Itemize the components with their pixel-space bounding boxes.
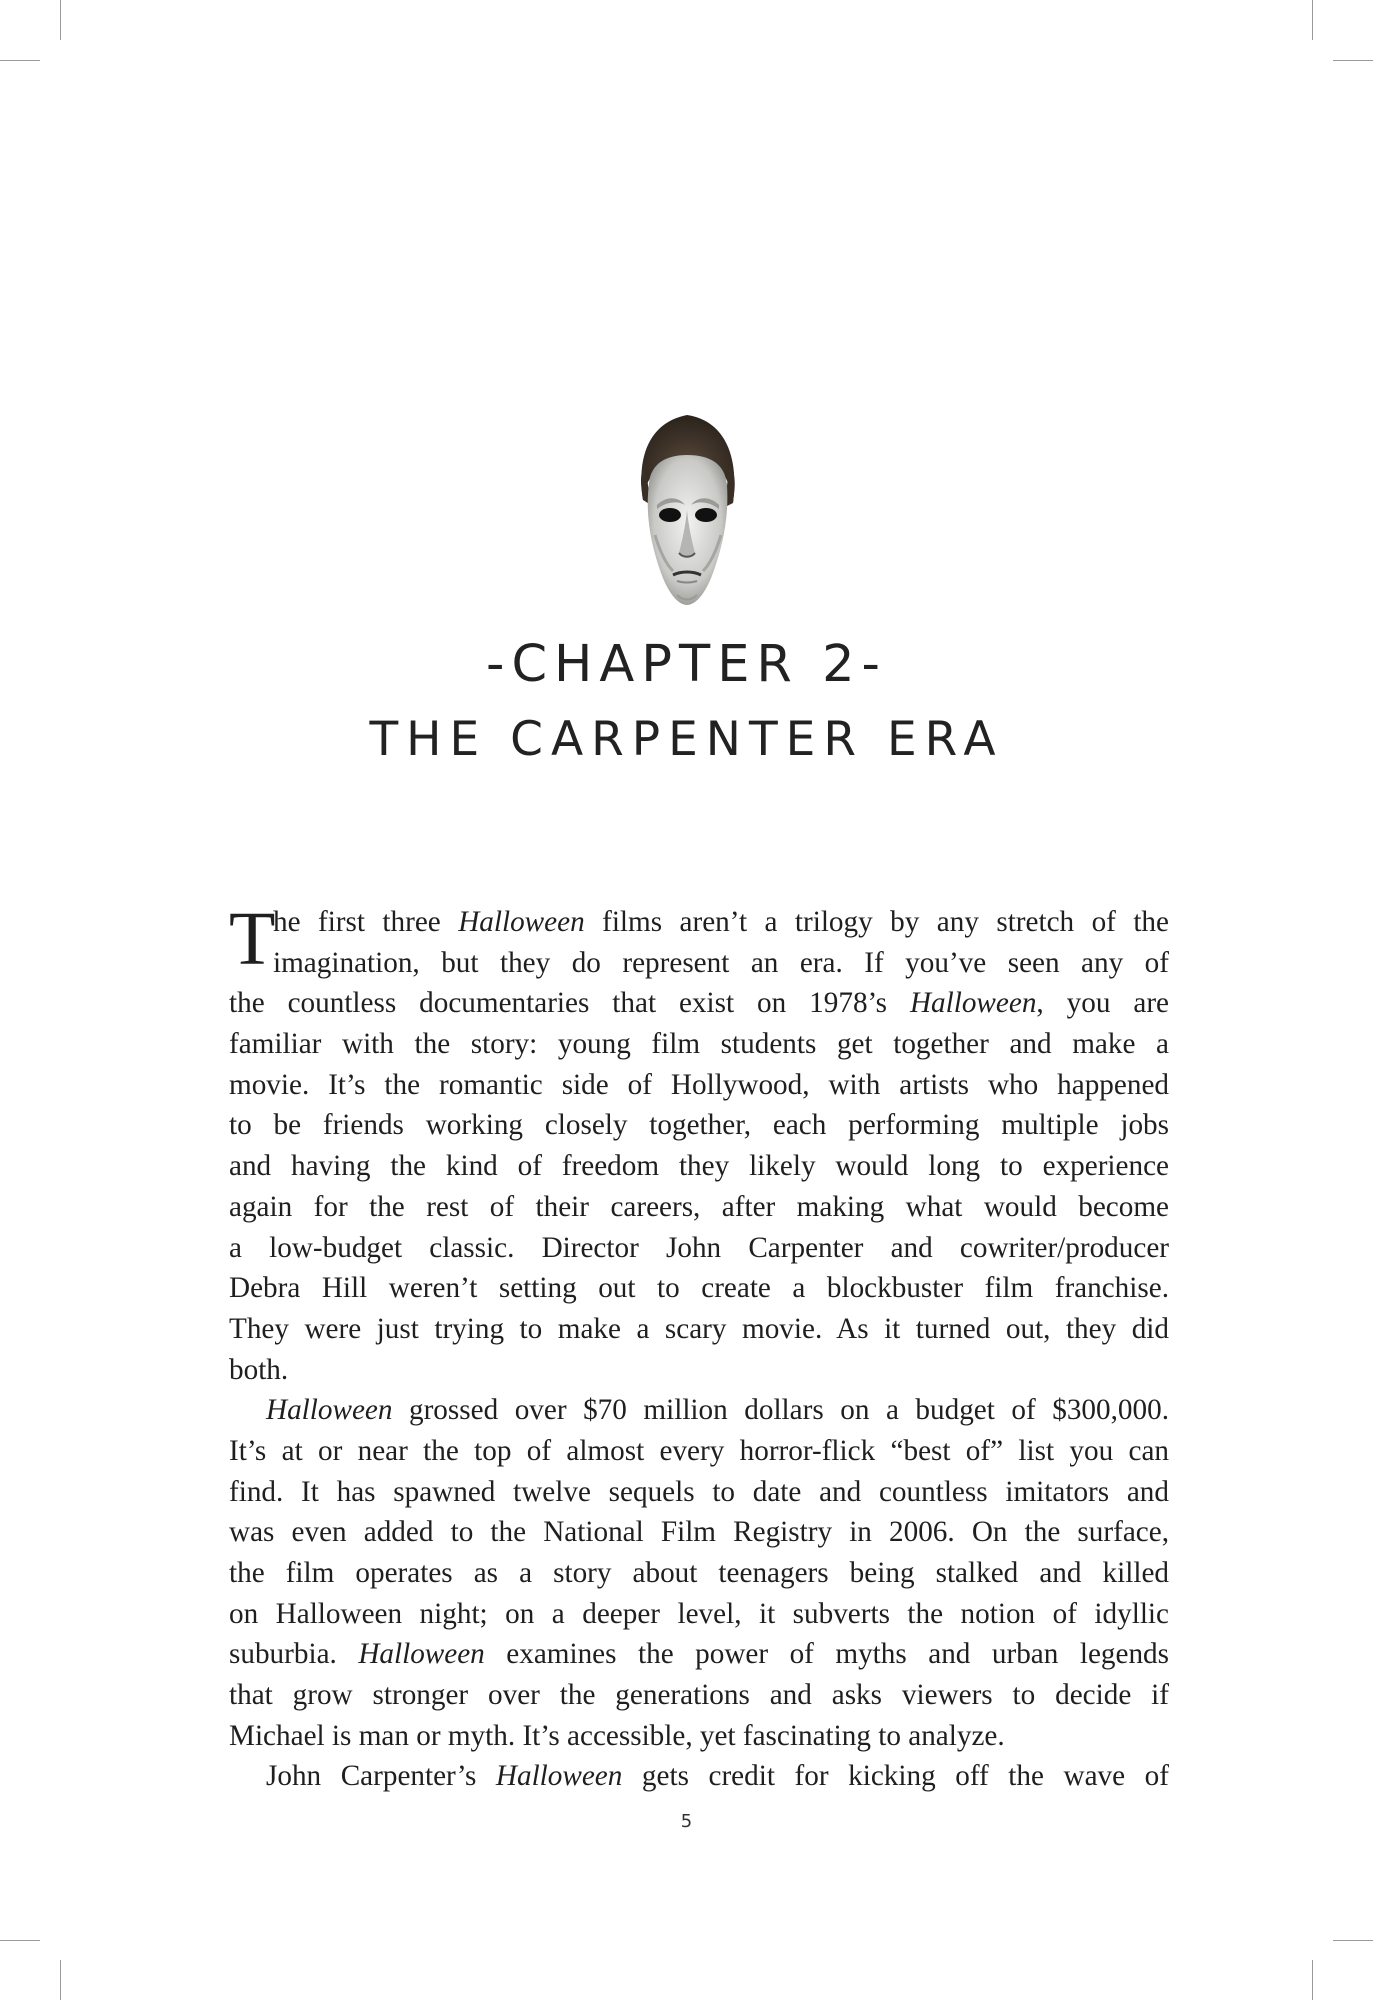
- text-segment: Halloween: [909, 987, 1037, 1020]
- body-text: [229, 897, 1169, 1797]
- crop-mark-top-left: [60, 0, 61, 40]
- text-line: [229, 1309, 1169, 1350]
- text-segment: he first three: [273, 906, 459, 938]
- crop-mark-bottom-right: [1312, 1960, 1313, 2000]
- text-segment: on Halloween night; on a deeper level, it subverts the notion of idyllic: [229, 1597, 1169, 1630]
- mask-icon: [633, 405, 741, 610]
- crop-mark-bottom-left: [60, 1960, 61, 2000]
- text-segment: find. It has spawned twelve sequels to date and countless imitators and: [229, 1475, 1169, 1508]
- crop-mark-bottom-right-h: [1333, 1940, 1373, 1941]
- text-segment: They were just trying to make a scary movie. As it turned out, they did: [229, 1312, 1169, 1345]
- text-segment: familiar with the story: young film students get together and make a: [229, 1028, 1169, 1061]
- text-segment: grossed over $70 million dollars on a budget of $300,000.: [392, 1394, 1169, 1427]
- text-segment: and having the kind of freedom they likely would long to experience: [229, 1150, 1169, 1183]
- text-segment: Michael is man or myth. It’s accessible, yet fascinating to analyze.: [229, 1719, 1005, 1752]
- text-line: [229, 1390, 1169, 1431]
- text-segment: Halloween: [358, 1638, 485, 1671]
- text-line: [229, 1350, 1169, 1391]
- text-segment: movie. It’s the romantic side of Hollywood, with artists who happened: [229, 1068, 1169, 1101]
- text-line: [229, 1716, 1169, 1757]
- text-line: [229, 1675, 1169, 1716]
- text-segment: a low-budget classic. Director John Carpenter and cowriter/producer: [229, 1231, 1169, 1264]
- text-line: [229, 1472, 1169, 1513]
- text-segment: the film operates as a story about teenagers being stalked and killed: [229, 1557, 1169, 1589]
- text-segment: Halloween: [266, 1394, 393, 1427]
- text-segment: suburbia.: [229, 1638, 359, 1671]
- text-line: [229, 1512, 1169, 1553]
- text-segment: It’s at or near the top of almost every horror-flick “best of” list you can: [229, 1434, 1169, 1467]
- chapter-number: -CHAPTER 2-: [486, 635, 887, 694]
- text-segment: that grow stronger over the generations and asks viewers to decide if: [229, 1679, 1169, 1712]
- text-line: [229, 1553, 1169, 1594]
- text-line: [229, 943, 1169, 984]
- text-segment: John Carpenter’s: [266, 1760, 496, 1793]
- text-segment: to be friends working closely together, each performing multiple jobs: [229, 1109, 1169, 1142]
- crop-mark-top-right-h: [1333, 60, 1373, 61]
- text-segment: was even added to the National Film Registry in 2006. On the surface,: [229, 1516, 1169, 1549]
- page-number: 5: [680, 1811, 693, 1832]
- text-segment: Halloween: [458, 906, 585, 938]
- text-line: [229, 1024, 1169, 1065]
- text-segment: films aren’t a trilogy by any stretch of the: [584, 906, 1169, 938]
- text-line: [229, 983, 1169, 1024]
- text-segment: again for the rest of their careers, after making what would become: [229, 1190, 1169, 1223]
- text-line: [229, 1594, 1169, 1635]
- crop-mark-top-left-h: [0, 60, 40, 61]
- text-line: [229, 1187, 1169, 1228]
- text-line: [229, 1228, 1169, 1269]
- mask-illustration: [633, 405, 741, 610]
- text-segment: Debra Hill weren’t setting out to create a blockbuster film franchise.: [229, 1272, 1169, 1305]
- text-segment: both.: [229, 1353, 289, 1386]
- text-line: [229, 1431, 1169, 1472]
- text-segment: the countless documentaries that exist on 1978’s: [229, 987, 910, 1020]
- text-segment: , you are: [1036, 987, 1169, 1020]
- crop-mark-bottom-left-h: [0, 1940, 40, 1941]
- text-line: [229, 1146, 1169, 1187]
- chapter-title: THE CARPENTER ERA: [369, 712, 1004, 767]
- text-line: [229, 1756, 1169, 1797]
- text-segment: examines the power of myths and urban legends: [484, 1638, 1169, 1671]
- text-segment: imagination, but they do represent an era. If you’ve seen any of: [273, 946, 1169, 979]
- text-line: [229, 1105, 1169, 1146]
- text-line: [229, 1634, 1169, 1675]
- drop-cap: T: [229, 897, 276, 981]
- text-segment: gets credit for kicking off the wave of: [622, 1760, 1169, 1793]
- text-line: [229, 1268, 1169, 1309]
- crop-mark-top-right: [1312, 0, 1313, 40]
- text-segment: Halloween: [495, 1760, 623, 1793]
- text-line: [229, 1065, 1169, 1106]
